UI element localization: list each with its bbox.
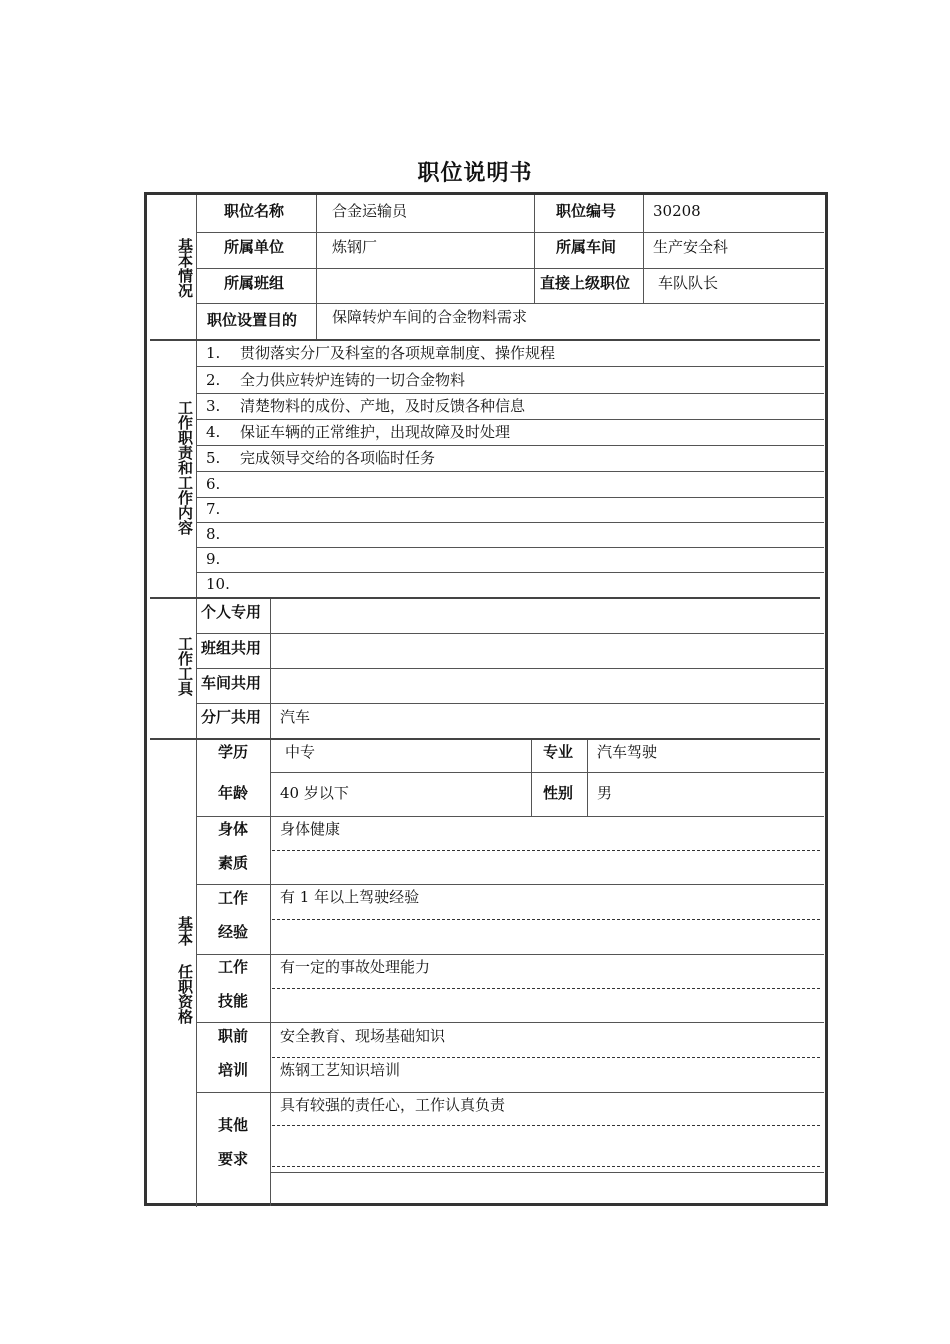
gender-value: 男: [597, 784, 613, 802]
duty-text: 完成领导交给的各项临时任务: [240, 449, 436, 467]
position-name-value: 合金运输员: [332, 202, 408, 220]
position-no-value: 30208: [653, 202, 701, 220]
page-title: 职位说明书: [417, 161, 533, 186]
education-label: 学历: [218, 743, 249, 761]
dashed-line: [272, 919, 820, 920]
major-value: 汽车驾驶: [597, 743, 658, 761]
tool-label: 个人专用: [201, 603, 262, 621]
training-label: 职前: [218, 1027, 249, 1045]
row-divider: [270, 772, 824, 773]
tool-value: 汽车: [280, 708, 311, 726]
duty-num: 10.: [206, 575, 230, 593]
physical-value: 身体健康: [280, 820, 341, 838]
education-value: 中专: [285, 743, 316, 761]
section-duties: 工作职责和工作内容: [176, 399, 194, 535]
row-divider: [196, 668, 824, 669]
major-label: 专业: [543, 743, 574, 761]
dashed-line: [272, 850, 820, 851]
position-name-label: 职位名称: [224, 202, 285, 220]
other-label: 其他: [218, 1116, 249, 1134]
section-divider: [150, 738, 820, 740]
training-value: 安全教育、现场基础知识: [280, 1027, 446, 1045]
row-divider: [196, 445, 824, 446]
row-divider: [196, 703, 824, 704]
physical-label: 身体: [218, 820, 249, 838]
section-basic-info: 基本情况: [176, 238, 194, 298]
row-divider: [196, 303, 824, 304]
unit-label: 所属单位: [224, 238, 285, 256]
section-tools: 工作工具: [176, 636, 194, 696]
row-divider: [196, 366, 824, 367]
workshop-label: 所属车间: [556, 238, 617, 256]
tool-label: 分厂共用: [201, 708, 262, 726]
superior-label: 直接上级职位: [540, 274, 631, 292]
col-divider: [531, 740, 532, 816]
experience-label: 工作: [218, 889, 249, 907]
purpose-label: 职位设置目的: [207, 311, 298, 329]
age-label: 年龄: [218, 784, 249, 802]
row-divider: [196, 572, 824, 573]
row-divider: [196, 547, 824, 548]
duty-num: 6.: [206, 475, 221, 493]
skills-label: 技能: [218, 992, 249, 1010]
duty-text: 贯彻落实分厂及科室的各项规章制度、操作规程: [240, 344, 556, 362]
duty-num: 9.: [206, 550, 221, 568]
row-divider: [196, 268, 824, 269]
dashed-line: [272, 1057, 820, 1058]
position-no-label: 职位编号: [556, 202, 617, 220]
tool-label: 班组共用: [201, 639, 262, 657]
dashed-line: [272, 1166, 820, 1167]
dashed-line: [272, 988, 820, 989]
superior-value: 车队队长: [658, 274, 719, 292]
col-divider: [270, 740, 271, 1206]
row-divider: [196, 471, 824, 472]
row-divider: [196, 816, 824, 817]
duty-num: 1.: [206, 344, 221, 362]
col-divider: [270, 599, 271, 739]
training-value: 炼钢工艺知识培训: [280, 1061, 401, 1079]
skills-label: 工作: [218, 958, 249, 976]
row-divider: [270, 1172, 824, 1173]
duty-text: 清楚物料的成份、产地，及时反馈各种信息: [240, 397, 526, 415]
tool-label: 车间共用: [201, 674, 262, 692]
age-value: 40 岁以下: [280, 784, 349, 802]
other-label: 要求: [218, 1150, 249, 1168]
experience-value: 有 1 年以上驾驶经验: [280, 888, 420, 906]
row-divider: [196, 884, 824, 885]
team-label: 所属班组: [224, 274, 285, 292]
col-divider: [316, 195, 317, 339]
experience-label: 经验: [218, 923, 249, 941]
physical-label: 素质: [218, 854, 249, 872]
training-label: 培训: [218, 1061, 249, 1079]
col-divider: [587, 740, 588, 816]
duty-num: 3.: [206, 397, 221, 415]
section-divider: [150, 339, 820, 341]
purpose-value: 保障转炉车间的合金物料需求: [332, 308, 528, 326]
row-divider: [196, 522, 824, 523]
row-divider: [196, 1092, 824, 1093]
gender-label: 性别: [543, 784, 574, 802]
section-divider: [196, 195, 197, 1207]
duty-num: 4.: [206, 423, 221, 441]
section-qualifications: 基本 任职资格: [176, 916, 194, 1024]
dashed-line: [272, 1125, 820, 1126]
row-divider: [196, 1022, 824, 1023]
duty-text: 保证车辆的正常维护，出现故障及时处理: [240, 423, 511, 441]
unit-value: 炼钢厂: [332, 238, 378, 256]
section-divider: [150, 597, 820, 599]
duty-num: 2.: [206, 371, 221, 389]
duty-text: 全力供应转炉连铸的一切合金物料: [240, 371, 466, 389]
duty-num: 8.: [206, 525, 221, 543]
row-divider: [196, 497, 824, 498]
col-divider: [534, 195, 535, 303]
row-divider: [196, 954, 824, 955]
other-value: 具有较强的责任心，工作认真负责: [280, 1096, 506, 1114]
duty-num: 7.: [206, 500, 221, 518]
col-divider: [643, 195, 644, 303]
row-divider: [196, 232, 824, 233]
row-divider: [196, 393, 824, 394]
skills-value: 有一定的事故处理能力: [280, 958, 431, 976]
duty-num: 5.: [206, 449, 221, 467]
row-divider: [196, 419, 824, 420]
row-divider: [196, 633, 824, 634]
workshop-value: 生产安全科: [653, 238, 729, 256]
